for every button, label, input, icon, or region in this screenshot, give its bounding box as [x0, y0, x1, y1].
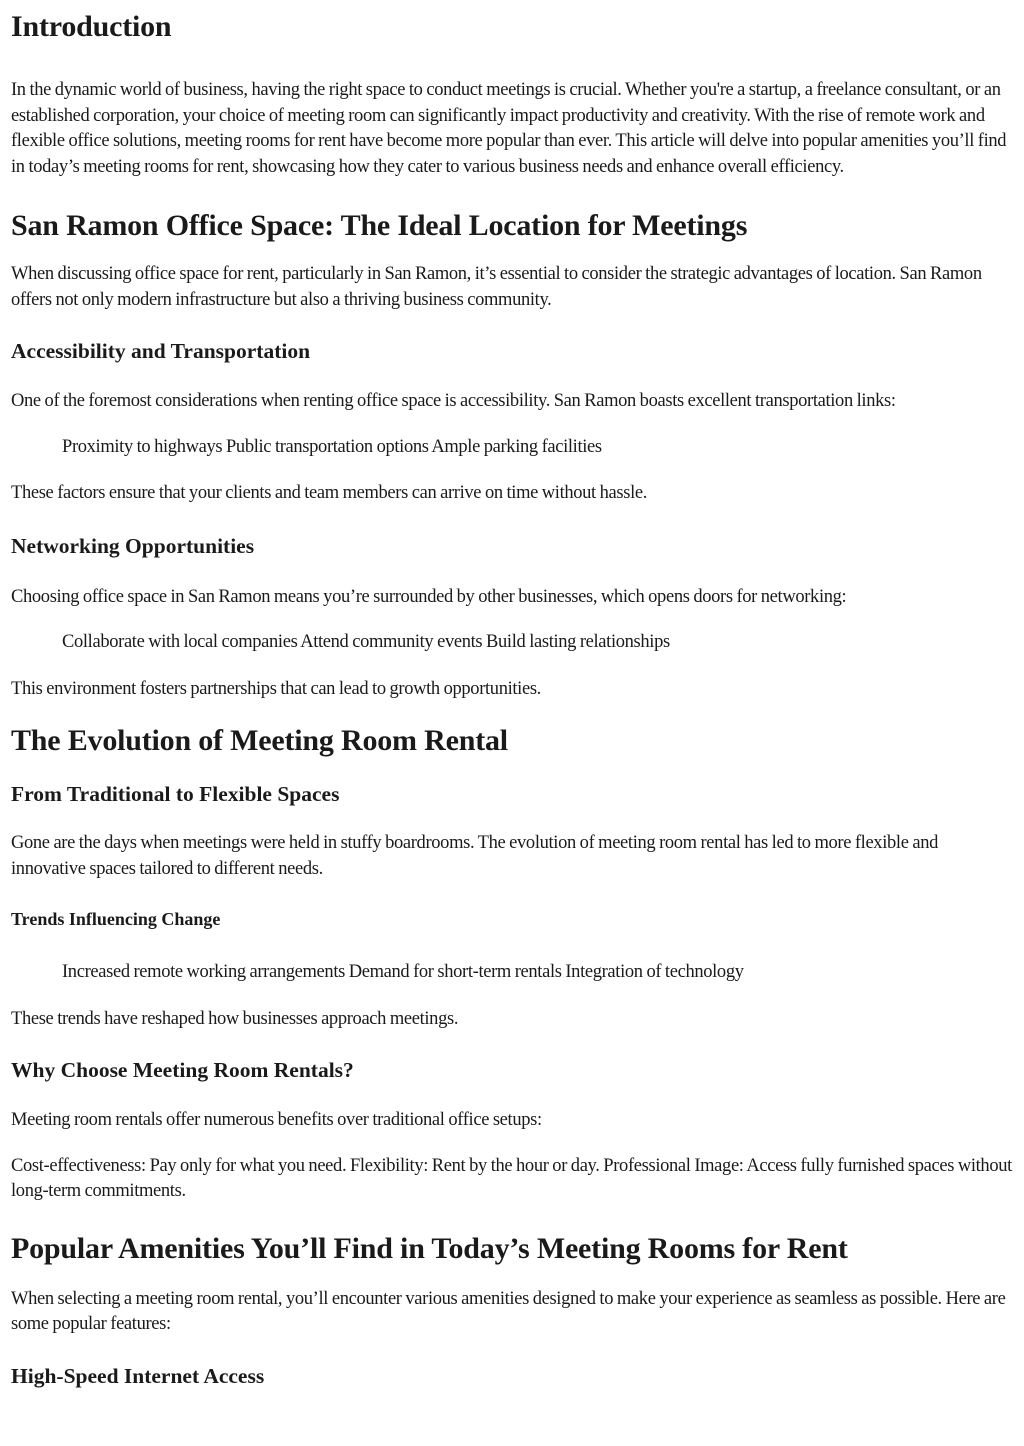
heading-why-choose: Why Choose Meeting Room Rentals? — [11, 1058, 354, 1082]
paragraph-introduction: In the dynamic world of business, having the right space to conduct meetings is crucial. Whether you're a startup, a freelance consultant, or an established corporation, your choice of meeting room can significantly impact productivity and creativity. With the rise of remote work and flexible office solutions, meeting rooms for rent have become more popular than ever. This article will delve into popular amenities you’ll find in today’s meeting rooms for rent, showcasing how they cater to various business needs and enhance overall efficiency. — [11, 80, 1007, 177]
paragraph-why-choose: Meeting room rentals offer numerous benefits over traditional office setups: — [11, 1110, 542, 1130]
heading-popular-amenities: Popular Amenities You’ll Find in Today’s Meeting Rooms for Rent — [11, 1231, 848, 1265]
paragraph-traditional-flexible: Gone are the days when meetings were held in stuffy boardrooms. The evolution of meeting room rental has led to more flexible and innovative spaces tailored to different needs. — [11, 833, 938, 879]
heading-networking: Networking Opportunities — [11, 533, 255, 558]
paragraph-trends-after: These trends have reshaped how businesses approach meetings. — [11, 1008, 459, 1029]
paragraph-networking-after: This environment fosters partnerships that can lead to growth opportunities. — [11, 678, 541, 699]
paragraph-popular-amenities: When selecting a meeting room rental, you’ll encounter various amenities designed to make your experience as seamless as possible. Here are some popular features: — [11, 1288, 1006, 1334]
heading-high-speed-internet: High-Speed Internet Access — [11, 1363, 265, 1388]
paragraph-accessibility: One of the foremost considerations when renting office space is accessibility. San Ramon boasts excellent transportation links: — [11, 391, 896, 411]
list-networking: Collaborate with local companies Attend community events Build lasting relationships — [62, 632, 670, 652]
list-accessibility: Proximity to highways Public transportation options Ample parking facilities — [62, 436, 602, 457]
heading-accessibility: Accessibility and Transportation — [11, 339, 311, 363]
list-why-choose: Cost-effectiveness: Pay only for what you need. Flexibility: Rent by the hour or day. Professional Image: Access fully furnished spaces without long-term commitments. — [11, 1155, 1012, 1201]
heading-traditional-flexible: From Traditional to Flexible Spaces — [11, 782, 340, 806]
heading-trends: Trends Influencing Change — [11, 909, 221, 929]
list-trends: Increased remote working arrangements Demand for short-term rentals Integration of technology — [62, 962, 744, 982]
paragraph-san-ramon: When discussing office space for rent, particularly in San Ramon, it’s essential to consider the strategic advantages of location. San Ramon offers not only modern infrastructure but also a thriving business community. — [11, 264, 982, 310]
heading-san-ramon: San Ramon Office Space: The Ideal Location for Meetings — [11, 209, 748, 242]
paragraph-accessibility-after: These factors ensure that your clients and team members can arrive on time without hassle. — [11, 483, 648, 503]
paragraph-networking: Choosing office space in San Ramon means you’re surrounded by other businesses, which opens doors for networking: — [11, 586, 847, 607]
heading-evolution: The Evolution of Meeting Room Rental — [11, 724, 508, 757]
heading-introduction: Introduction — [11, 10, 172, 43]
